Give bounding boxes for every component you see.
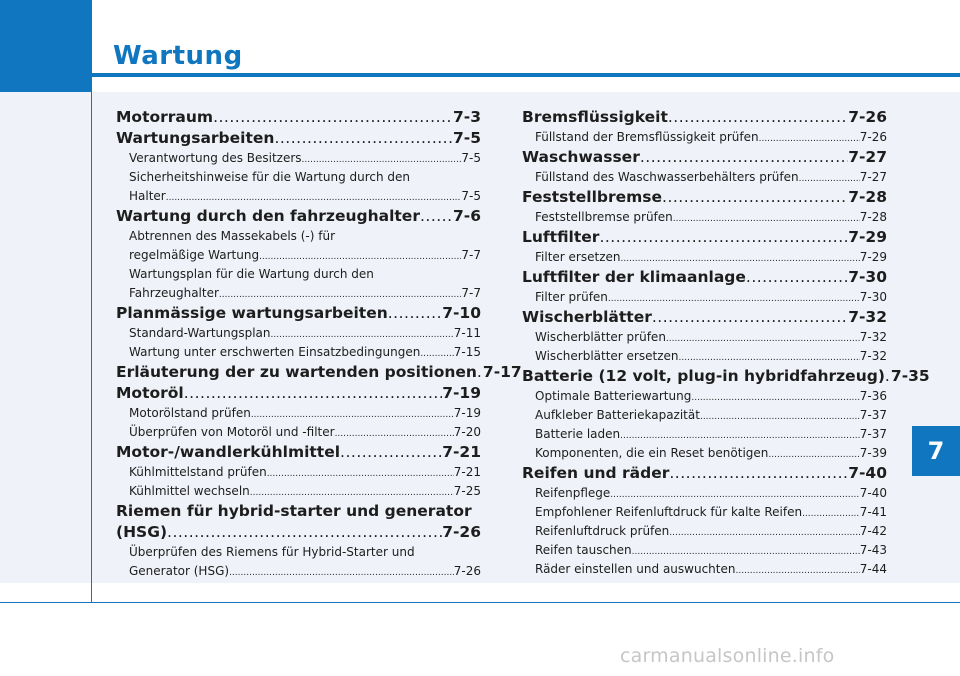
toc-subsection-entry-line[interactable]: Sicherheitshinweise für die Wartung durch den	[129, 170, 411, 184]
toc-section-entry[interactable]	[522, 267, 887, 288]
toc-entry-title: Kühlmittelstand prüfen	[129, 465, 267, 479]
toc-dot-leader	[420, 343, 453, 364]
toc-page-number: 7-21	[442, 443, 481, 461]
toc-section-entry[interactable]	[522, 366, 930, 387]
toc-entry-title: Wartung unter erschwerten Einsatzbedingungen	[129, 345, 421, 359]
toc-dot-leader	[652, 307, 848, 328]
toc-page-number: 7-20	[453, 425, 481, 439]
toc-dot-leader	[768, 444, 859, 465]
toc-dot-leader	[640, 147, 848, 168]
toc-page-number: 7-10	[442, 304, 481, 322]
toc-subsection-entry-line[interactable]: Wartungsplan für die Wartung durch den	[129, 267, 374, 281]
toc-section-entry[interactable]	[522, 147, 887, 168]
toc-page-number: 7-40	[848, 464, 887, 482]
toc-entry-title: Optimale Batteriewartung	[535, 389, 692, 403]
toc-entry-title: Motoröl	[116, 384, 184, 402]
toc-dot-leader	[340, 442, 442, 463]
toc-dot-leader	[668, 107, 848, 128]
toc-dot-leader	[632, 541, 860, 562]
footer-rule	[0, 602, 960, 603]
toc-dot-leader	[229, 562, 454, 583]
toc-page-number: 7-30	[848, 268, 887, 286]
toc-dot-leader	[599, 227, 848, 248]
toc-section-entry[interactable]	[116, 303, 481, 324]
toc-page-number: 7-26	[848, 108, 887, 126]
toc-entry-title: Filter ersetzen	[535, 250, 621, 264]
toc-dot-leader	[251, 404, 454, 425]
toc-entry-title: Bremsflüssigkeit	[522, 108, 668, 126]
toc-page-number: 7-43	[859, 543, 887, 557]
toc-dot-leader	[274, 128, 453, 149]
toc-dot-leader	[759, 128, 860, 149]
toc-section-entry[interactable]	[522, 307, 887, 328]
toc-entry-title: Räder einstellen und auswuchten	[535, 562, 736, 576]
toc-subsection-entry[interactable]	[522, 541, 887, 560]
toc-dot-leader	[184, 383, 442, 404]
toc-entry-title: Batterie (12 volt, plug-in hybridfahrzeug)	[522, 367, 885, 385]
toc-dot-leader	[213, 107, 453, 128]
toc-page-number: 7-32	[859, 349, 887, 363]
toc-entry-title: Überprüfen von Motoröl und -filter	[129, 425, 335, 439]
toc-page-number: 7-42	[859, 524, 887, 538]
toc-section-entry[interactable]	[116, 206, 481, 227]
toc-page-number: 7-19	[453, 406, 481, 420]
toc-subsection-entry[interactable]	[116, 423, 481, 442]
toc-subsection-entry-line[interactable]: Überprüfen des Riemens für Hybrid-Starter und	[129, 545, 415, 559]
toc-dot-leader	[167, 522, 442, 543]
toc-dot-leader	[735, 560, 859, 581]
toc-dot-leader	[259, 246, 461, 267]
toc-entry-title: Motorraum	[116, 108, 214, 126]
watermark: carmanualsonline.info	[620, 645, 835, 667]
toc-section-entry-line[interactable]: Riemen für hybrid-starter und generator	[116, 502, 472, 520]
toc-subsection-entry[interactable]	[522, 406, 887, 425]
toc-page-number: 7-27	[859, 170, 887, 184]
toc-dot-leader	[620, 425, 860, 446]
toc-dot-leader	[610, 484, 859, 505]
toc-entry-title: Wischerblätter	[522, 308, 652, 326]
toc-entry-title: Füllstand der Bremsflüssigkeit prüfen	[535, 130, 759, 144]
toc-entry-title: Luftfilter der klimaanlage	[522, 268, 746, 286]
toc-subsection-entry[interactable]	[522, 208, 887, 227]
toc-page-number: 7-26	[859, 130, 887, 144]
toc-entry-title: Reifen und räder	[522, 464, 670, 482]
page-title: Wartung	[113, 41, 243, 71]
toc-entry-title: Wischerblätter ersetzen	[535, 349, 679, 363]
toc-subsection-entry[interactable]	[116, 246, 481, 265]
chapter-tab[interactable]: 7	[912, 426, 960, 476]
toc-subsection-entry[interactable]	[116, 404, 481, 423]
toc-entry-title: Planmässige wartungsarbeiten	[116, 304, 388, 322]
toc-page-number: 7-26	[453, 564, 481, 578]
toc-dot-leader	[673, 208, 860, 229]
toc-entry-title: Waschwasser	[522, 148, 640, 166]
toc-page-number: 7-41	[859, 505, 887, 519]
toc-page-number: 7-29	[848, 228, 887, 246]
toc-entry-title: Feststellbremse prüfen	[535, 210, 673, 224]
chapter-color-block	[0, 0, 92, 92]
toc-page-number: 7-30	[859, 290, 887, 304]
toc-subsection-entry[interactable]	[522, 484, 887, 503]
toc-entry-title: Standard-Wartungsplan	[129, 326, 271, 340]
toc-dot-leader	[666, 328, 860, 349]
toc-entry-title: regelmäßige Wartung	[129, 248, 260, 262]
toc-subsection-entry-line[interactable]: Abtrennen des Massekabels (-) für	[129, 229, 336, 243]
toc-page-number: 7-36	[859, 389, 887, 403]
toc-page-number: 7-7	[461, 286, 481, 300]
toc-page-number: 7-37	[859, 408, 887, 422]
toc-subsection-entry[interactable]	[522, 248, 887, 267]
toc-page-number: 7-27	[848, 148, 887, 166]
toc-dot-leader	[691, 387, 859, 408]
toc-column-left	[116, 107, 522, 581]
toc-section-entry[interactable]	[116, 442, 481, 463]
toc-dot-leader	[802, 503, 860, 524]
toc-page-number: 7-5	[461, 151, 481, 165]
toc-subsection-entry[interactable]	[522, 168, 887, 187]
toc-subsection-entry[interactable]	[522, 503, 887, 522]
toc-entry-title: Filter prüfen	[535, 290, 608, 304]
toc-page-number: 7-28	[859, 210, 887, 224]
toc-page-number: 7-6	[452, 207, 481, 225]
toc-page-number: 7-25	[453, 484, 481, 498]
toc-section-entry[interactable]	[116, 107, 481, 128]
toc-column-right	[522, 107, 930, 579]
toc-subsection-entry[interactable]	[116, 284, 481, 303]
toc-entry-title: Empfohlener Reifenluftdruck für kalte Reifen	[535, 505, 803, 519]
toc-page-number: 7-17	[482, 363, 522, 381]
toc-dot-leader	[388, 303, 442, 324]
toc-section-entry[interactable]	[522, 107, 887, 128]
toc-subsection-entry[interactable]	[522, 387, 887, 406]
toc-page-number: 7-5	[461, 189, 481, 203]
toc-dot-leader	[620, 248, 859, 269]
toc-subsection-entry[interactable]	[116, 187, 481, 206]
toc-entry-title: Kühlmittel wechseln	[129, 484, 250, 498]
toc-section-entry[interactable]	[116, 383, 481, 404]
toc-entry-title: Feststellbremse	[522, 188, 663, 206]
toc-page-number: 7-3	[452, 108, 481, 126]
toc-entry-title: Batterie laden	[535, 427, 621, 441]
toc-entry-title: Luftfilter	[522, 228, 600, 246]
toc-section-entry[interactable]	[522, 463, 887, 484]
toc-subsection-entry[interactable]	[522, 288, 887, 307]
toc-page-number: 7-32	[848, 308, 887, 326]
toc-page-number: 7-19	[442, 384, 481, 402]
toc-entry-title: Verantwortung des Besitzers	[129, 151, 302, 165]
toc-entry-title: Motorölstand prüfen	[129, 406, 251, 420]
toc-page-number: 7-5	[452, 129, 481, 147]
toc-entry-title: Komponenten, die ein Reset benötigen	[535, 446, 769, 460]
toc-subsection-entry[interactable]	[116, 149, 481, 168]
toc-subsection-entry[interactable]	[522, 347, 887, 366]
toc-entry-title: Motor-/wandlerkühlmittel	[116, 443, 341, 461]
toc-page-number: 7-35	[890, 367, 930, 385]
toc-page-number: 7-32	[859, 330, 887, 344]
toc-entry-title: Wartung durch den fahrzeughalter	[116, 207, 420, 225]
toc-entry-title: Reifenpflege	[535, 486, 611, 500]
toc-subsection-entry[interactable]	[522, 444, 887, 463]
toc-dot-leader	[746, 267, 848, 288]
toc-section-entry[interactable]	[522, 187, 887, 208]
toc-entry-title: Generator (HSG)	[129, 564, 230, 578]
toc-entry-title: (HSG)	[116, 523, 168, 541]
toc-entry-title: Halter	[129, 189, 166, 203]
toc-subsection-entry[interactable]	[522, 128, 887, 147]
toc-dot-leader	[700, 406, 860, 427]
toc-page-number: 7-39	[859, 446, 887, 460]
toc-section-entry[interactable]	[522, 227, 887, 248]
toc-page-number: 7-7	[461, 248, 481, 262]
toc-subsection-entry[interactable]	[116, 463, 481, 482]
toc-entry-title: Wartungsarbeiten	[116, 129, 275, 147]
toc-page-number: 7-11	[453, 326, 481, 340]
toc-page-number: 7-44	[859, 562, 887, 576]
toc-section-entry[interactable]	[116, 128, 481, 149]
toc-entry-title: Aufkleber Batteriekapazität	[535, 408, 700, 422]
toc-entry-title: Fahrzeughalter	[129, 286, 219, 300]
toc-entry-title: Erläuterung der zu wartenden positionen	[116, 363, 477, 381]
toc-dot-leader	[679, 347, 860, 368]
toc-subsection-entry[interactable]	[522, 328, 887, 347]
toc-page-number: 7-28	[848, 188, 887, 206]
toc-subsection-entry[interactable]	[116, 324, 481, 343]
toc-dot-leader	[219, 284, 461, 305]
toc-entry-title: Wischerblätter prüfen	[535, 330, 666, 344]
toc-page-number: 7-26	[442, 523, 481, 541]
toc-dot-leader	[420, 206, 453, 227]
toc-dot-leader	[250, 482, 454, 503]
toc-entry-title: Reifenluftdruck prüfen	[535, 524, 670, 538]
toc-dot-leader	[669, 522, 859, 543]
toc-subsection-entry[interactable]	[116, 482, 481, 501]
toc-subsection-entry[interactable]	[522, 522, 887, 541]
toc-subsection-entry[interactable]	[116, 343, 481, 362]
toc-section-entry[interactable]	[116, 362, 522, 383]
toc-dot-leader	[608, 288, 860, 309]
toc-subsection-entry[interactable]	[522, 425, 887, 444]
toc-dot-leader	[302, 149, 462, 170]
toc-entry-title: Reifen tauschen	[535, 543, 632, 557]
toc-dot-leader	[335, 423, 454, 444]
toc-entry-title: Füllstand des Waschwasserbehälters prüfen	[535, 170, 799, 184]
toc-page-number: 7-37	[859, 427, 887, 441]
toc-page-number: 7-21	[453, 465, 481, 479]
left-margin-line	[91, 92, 92, 603]
toc-section-entry[interactable]	[116, 522, 481, 543]
toc-dot-leader	[662, 187, 848, 208]
toc-subsection-entry[interactable]	[522, 560, 887, 579]
toc-page-number: 7-15	[453, 345, 481, 359]
toc-dot-leader	[267, 463, 454, 484]
toc-dot-leader	[166, 187, 462, 208]
toc-dot-leader	[799, 168, 860, 189]
toc-subsection-entry[interactable]	[116, 562, 481, 581]
toc-page-number: 7-29	[859, 250, 887, 264]
toc-dot-leader	[271, 324, 454, 345]
toc-page-number: 7-40	[859, 486, 887, 500]
header-rule	[92, 73, 960, 77]
toc-dot-leader	[669, 463, 848, 484]
